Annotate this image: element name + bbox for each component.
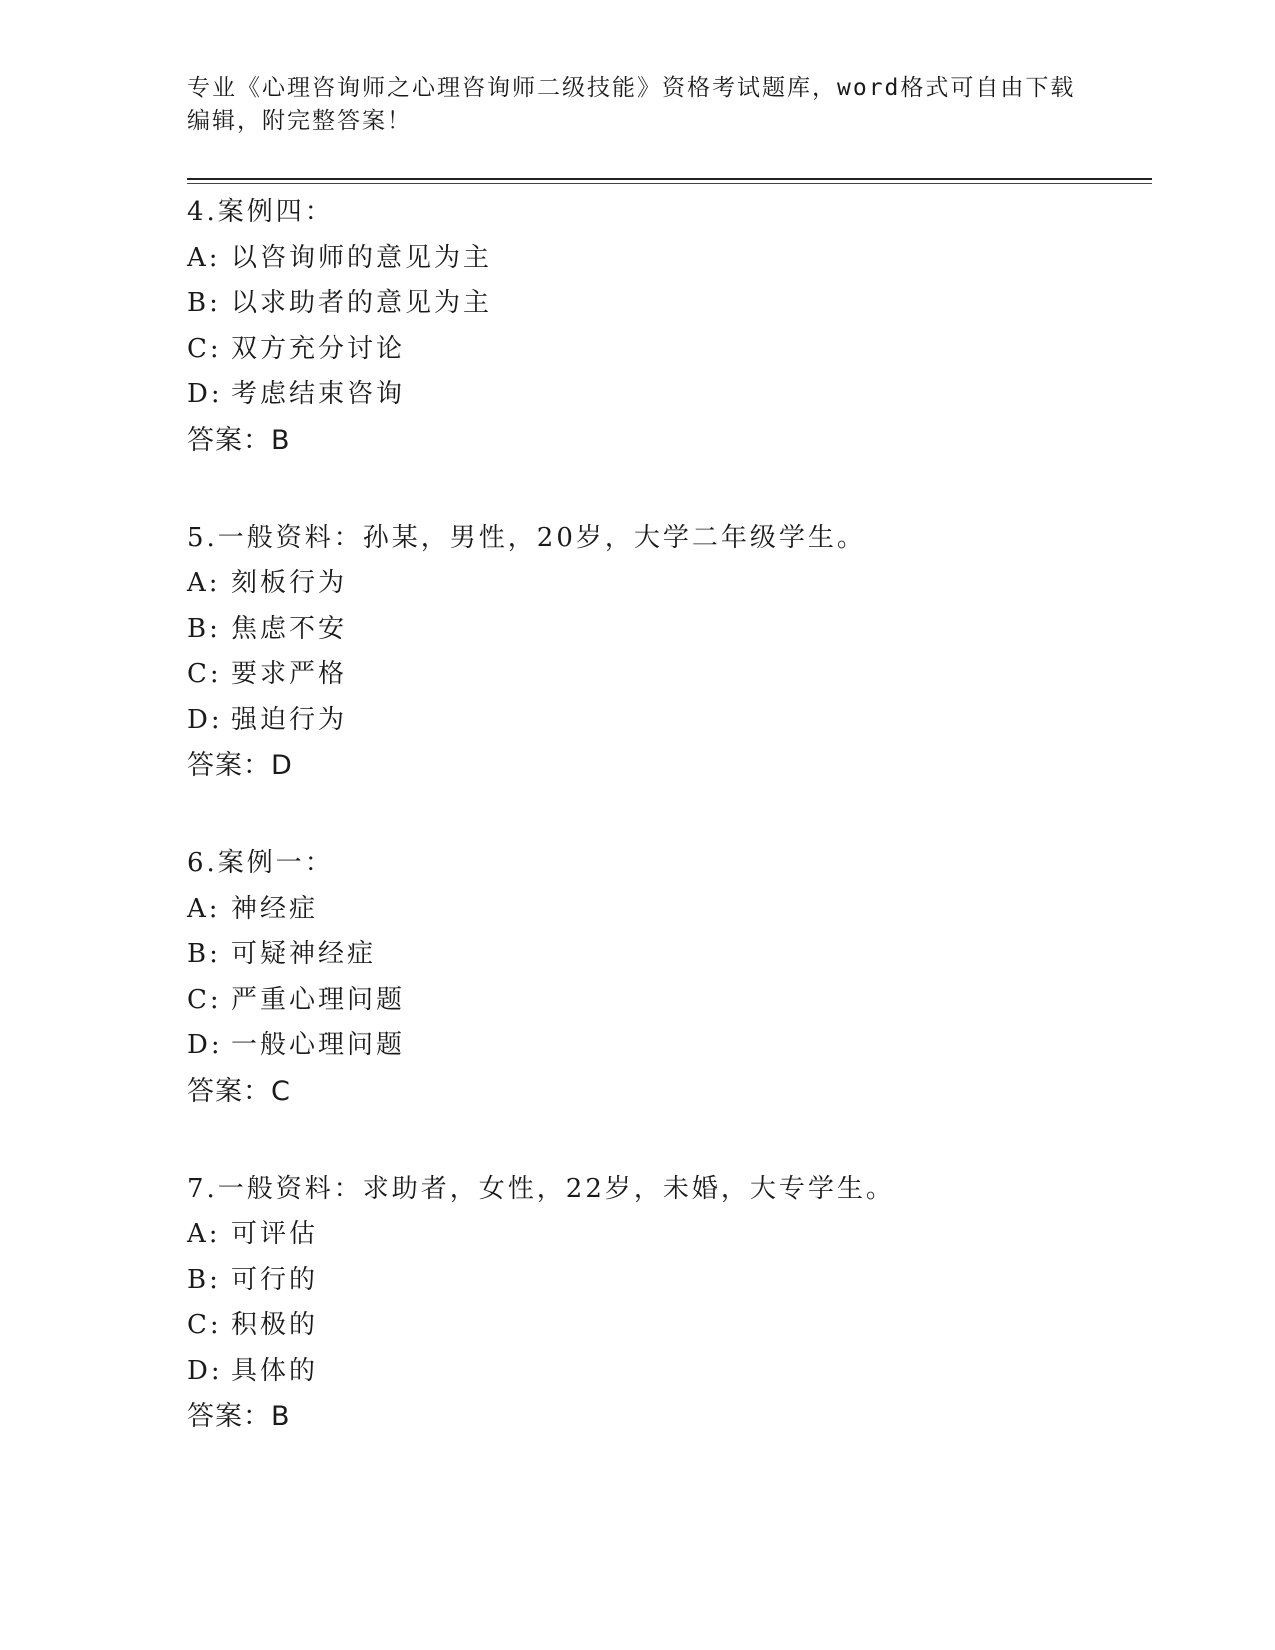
option-c (187, 978, 1147, 1024)
option-key: A: (187, 1219, 221, 1249)
option-d (187, 698, 1147, 744)
option-a (187, 1212, 1147, 1258)
option-key: B: (187, 1264, 221, 1295)
option-text: 考虑结束咨询 (231, 379, 406, 409)
option-b (187, 281, 1147, 327)
option-text: 以咨询师的意见为主 (231, 242, 493, 273)
header-divider-thin (187, 183, 1152, 184)
option-a (187, 561, 1147, 607)
option-key: A: (187, 893, 221, 924)
answer-label: 答案：B (187, 1401, 291, 1432)
option-text: 积极的 (231, 1310, 319, 1340)
option-d (187, 372, 1147, 418)
option-key: C: (187, 1310, 222, 1340)
header-line-2: 编辑，附完整答案！ (187, 108, 412, 134)
option-c (187, 327, 1147, 373)
answer-label: 答案：C (187, 1075, 291, 1107)
option-text: 可评估 (231, 1219, 319, 1249)
header-divider-thick (187, 178, 1152, 180)
question-stem: 6.案例一： (187, 848, 334, 878)
option-key: A: (187, 568, 221, 598)
question-5 (187, 516, 1147, 790)
option-b (187, 607, 1147, 653)
option-text: 焦虑不安 (231, 613, 348, 644)
option-key: B: (187, 613, 221, 644)
option-key: D: (187, 379, 223, 409)
option-key: C: (187, 984, 222, 1015)
option-text: 以求助者的意见为主 (231, 288, 493, 318)
option-d (187, 1023, 1147, 1069)
option-key: B: (187, 288, 221, 318)
option-text: 可行的 (231, 1264, 319, 1295)
option-text: 要求严格 (231, 659, 348, 689)
option-key: D: (187, 704, 223, 735)
question-7 (187, 1167, 1147, 1441)
option-key: C: (187, 659, 222, 689)
option-key: D: (187, 1355, 223, 1386)
option-a (187, 887, 1147, 933)
option-a (187, 236, 1147, 282)
option-b (187, 932, 1147, 978)
question-6 (187, 841, 1147, 1115)
option-text: 双方充分讨论 (231, 333, 406, 364)
option-text: 具体的 (231, 1355, 319, 1386)
option-text: 一般心理问题 (231, 1030, 406, 1060)
option-key: C: (187, 333, 222, 364)
option-text: 强迫行为 (231, 704, 348, 735)
option-c (187, 1303, 1147, 1349)
option-text: 可疑神经症 (231, 939, 377, 969)
document-header (187, 72, 1087, 138)
option-text: 刻板行为 (231, 568, 348, 598)
header-line-1: 专业《心理咨询师之心理咨询师二级技能》资格考试题库，word格式可自由下载 (187, 75, 1076, 101)
option-text: 严重心理问题 (231, 984, 406, 1015)
question-stem: 4.案例四： (187, 197, 334, 227)
option-key: A: (187, 242, 221, 273)
option-key: B: (187, 939, 221, 969)
option-b (187, 1258, 1147, 1304)
option-key: D: (187, 1030, 223, 1060)
question-list (187, 190, 1147, 1492)
question-stem: 7.一般资料：求助者，女性，22岁，未婚，大专学生。 (187, 1173, 895, 1204)
question-4 (187, 190, 1147, 464)
question-stem: 5.一般资料：孙某，男性，20岁，大学二年级学生。 (187, 522, 866, 553)
option-text: 神经症 (231, 893, 319, 924)
option-d (187, 1349, 1147, 1395)
answer-label: 答案：D (187, 750, 293, 781)
answer-label: 答案：B (187, 424, 291, 456)
option-c (187, 652, 1147, 698)
